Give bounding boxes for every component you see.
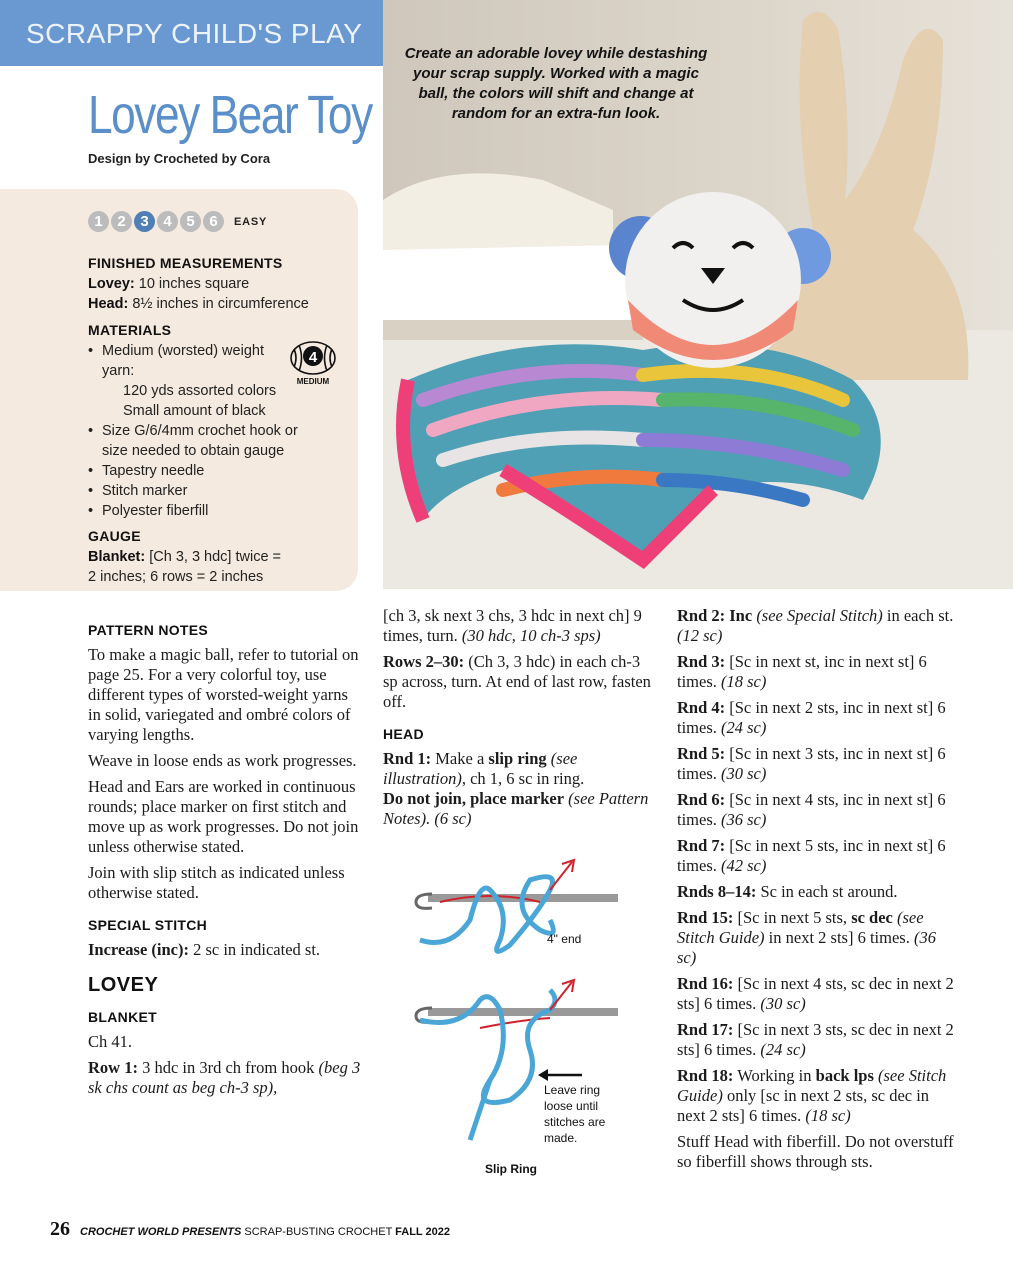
column-2 <box>383 606 655 835</box>
rnd7-text: [Sc in next 5 sts, inc in next st] 6 times. <box>677 836 946 875</box>
row1-body: 3 hdc in 3rd ch from hook <box>137 1058 319 1077</box>
material-hook-text <box>102 421 332 461</box>
rnd1-label: Rnd 1: <box>383 749 432 768</box>
rnd1-text <box>383 749 655 789</box>
bullet: • <box>88 463 94 479</box>
rnd2-label: Rnd 2: Inc <box>677 606 753 625</box>
section-banner <box>0 0 384 66</box>
material-needle-text: Tapestry needle <box>102 463 205 479</box>
rnd16-label: Rnd 16: <box>677 974 734 993</box>
skill-level-6: 6 <box>203 211 224 232</box>
material-yarn-line2: yarn: <box>102 363 135 379</box>
rnd18-label: Rnd 18: <box>677 1066 734 1085</box>
rnd16-count: (30 sc) <box>760 994 806 1013</box>
back-lps-term: back lps <box>815 1066 874 1085</box>
skill-level-2: 2 <box>111 211 132 232</box>
page-number: 26 <box>50 1218 70 1240</box>
blanket-heading: BLANKET <box>88 1009 157 1025</box>
do-not-join-text <box>383 789 655 829</box>
row1-count: (30 hdc, 10 ch-3 sps) <box>461 626 601 645</box>
pattern-note: To make a magic ball, refer to tutorial on page 25. For a very colorful toy, use different types of worsted-weight yarns in solid, variegated and ombré colors of varying lengths. <box>88 645 359 744</box>
leave-label-1: Leave ring <box>544 1083 601 1097</box>
rnds-8-14 <box>677 882 957 902</box>
lovey-value: 10 inches square <box>134 276 250 292</box>
rnd18-count: (18 sc) <box>805 1106 851 1125</box>
lovey-size <box>88 274 249 294</box>
rnd-5 <box>677 744 957 784</box>
byline <box>88 151 270 166</box>
rnd6-label: Rnd 6: <box>677 790 726 809</box>
rnd4-text: [Sc in next 2 sts, inc in next st] 6 times. <box>677 698 946 737</box>
rnd15-text: [Sc in next 5 sts, <box>733 908 852 927</box>
rnd3-text: [Sc in next st, inc in next st] 6 times. <box>677 652 927 691</box>
rnd-17 <box>677 1020 957 1060</box>
pattern-note: Weave in loose ends as work progresses. <box>88 751 357 770</box>
section-label: SCRAPPY CHILD'S PLAY <box>26 18 363 49</box>
head-value: 8½ inches in circumference <box>128 296 309 312</box>
rnd15-see: (see Stitch Guide) <box>677 908 924 947</box>
stuff-head-text: Stuff Head with fiberfill. Do not overstuff so fiberfill shows through sts. <box>677 1132 954 1171</box>
measurements-heading: FINISHED MEASUREMENTS <box>88 255 283 271</box>
rnd5-count: (30 sc) <box>721 764 767 783</box>
footer-brand: CROCHET WORLD PRESENTS <box>80 1226 242 1238</box>
materials-heading: MATERIALS <box>88 322 172 338</box>
slip-ring-diagram <box>410 850 640 1185</box>
row1-continued-text: [ch 3, sk next 3 chs, 3 hdc in next ch] 9 times, turn. <box>383 606 642 645</box>
row1-italic: (beg 3 sk chs count as beg ch-3 sp), <box>88 1058 361 1097</box>
rnd15-text2: in next 2 sts] 6 times. <box>764 928 914 947</box>
pattern-note: Head and Ears are worked in continuous rounds; place marker on first stitch and move up as work progresses. Do not join unless otherwise stated. <box>88 777 359 856</box>
row1-continued <box>383 606 655 646</box>
skill-level-4: 4 <box>157 211 178 232</box>
rnd-2 <box>677 606 957 646</box>
material-marker-text: Stitch marker <box>102 483 188 499</box>
leave-label-2: loose until <box>544 1099 599 1113</box>
material-yarn-line1: Medium (worsted) weight <box>102 343 264 359</box>
rnd-16 <box>677 974 957 1014</box>
rnd-6 <box>677 790 957 830</box>
rnd2-text: in each st. <box>882 606 954 625</box>
sc-dec-term: sc dec <box>851 908 893 927</box>
gauge-rows: 2 inches; 6 rows = 2 inches <box>88 569 264 585</box>
lovey-heading: LOVEY <box>88 974 159 996</box>
rnd-7 <box>677 836 957 876</box>
leave-label-4: made. <box>544 1131 578 1145</box>
skill-level-5: 5 <box>180 211 201 232</box>
designer-name: Crocheted by Cora <box>153 151 271 166</box>
rnd3-count: (18 sc) <box>721 672 767 691</box>
medium-yarn-icon <box>288 339 342 392</box>
column-1 <box>88 606 364 1104</box>
rnd17-label: Rnd 17: <box>677 1020 734 1039</box>
head-size <box>88 294 309 314</box>
ch41-text: Ch 41. <box>88 1032 133 1051</box>
rows-label: Rows 2–30: <box>383 652 465 671</box>
footer-publication: SCRAP-BUSTING CROCHET <box>241 1226 396 1238</box>
rnd18-text: Working in <box>733 1066 816 1085</box>
material-hook-line2: size needed to obtain gauge <box>102 443 285 459</box>
skill-level <box>88 211 267 232</box>
rnd1-see: (see illustration) <box>383 749 578 788</box>
material-yarn-sub1: 120 yds assorted colors <box>123 383 277 399</box>
rows2-30-text <box>383 652 655 712</box>
rnd2-count: (12 sc) <box>677 626 723 645</box>
rnd7-label: Rnd 7: <box>677 836 726 855</box>
rnd-4 <box>677 698 957 738</box>
rnd3-label: Rnd 3: <box>677 652 726 671</box>
column-3 <box>677 606 957 1178</box>
end-label: 4" end <box>547 932 582 946</box>
photo-caption: Create an adorable lovey while destashing your scrap supply. Worked with a magic ball, the colors will shift and change at random for an extra-fun look. <box>404 45 708 122</box>
skill-level-3: 3 <box>134 211 155 232</box>
bullet: • <box>88 483 94 499</box>
rnd-15 <box>677 908 957 968</box>
leave-label-3: stitches are <box>544 1115 606 1129</box>
rnd17-count: (24 sc) <box>760 1040 806 1059</box>
bullet: • <box>88 503 94 519</box>
yarn-weight-number: 4 <box>308 349 318 366</box>
bullet: • <box>88 343 94 359</box>
rnd4-label: Rnd 4: <box>677 698 726 717</box>
footer-issue: FALL 2022 <box>395 1226 450 1238</box>
skill-level-1: 1 <box>88 211 109 232</box>
rnd5-text: [Sc in next 3 sts, inc in next st] 6 times. <box>677 744 946 783</box>
yarn-weight-label: MEDIUM <box>296 377 330 386</box>
inc-text: 2 sc in indicated st. <box>188 940 321 959</box>
rnd8-text: Sc in each st around. <box>756 882 898 901</box>
pattern-note: Join with slip stitch as indicated unless otherwise stated. <box>88 863 345 902</box>
rnd1-b: , ch 1, 6 sc in ring. <box>461 769 585 788</box>
rnd2-see: (see Special Stitch) <box>752 606 883 625</box>
skill-label: EASY <box>234 215 268 228</box>
rnd5-label: Rnd 5: <box>677 744 726 763</box>
rnd15-label: Rnd 15: <box>677 908 734 927</box>
special-stitch-text <box>88 940 364 960</box>
rnd18-see: (see Stitch Guide) <box>677 1066 947 1105</box>
inc-label: Increase (inc): <box>88 940 189 959</box>
page-title: Lovey Bear Toy <box>88 85 372 145</box>
byline-prefix: Design by <box>88 151 154 166</box>
gauge-blanket-label: Blanket: <box>88 549 146 565</box>
gauge-heading: GAUGE <box>88 528 141 544</box>
rnd-18 <box>677 1066 957 1126</box>
row1-label: Row 1: <box>88 1058 138 1077</box>
head-label: Head: <box>88 296 129 312</box>
special-stitch-heading: SPECIAL STITCH <box>88 917 208 933</box>
pattern-notes-heading: PATTERN NOTES <box>88 622 209 638</box>
do-not-join: Do not join, place marker <box>383 789 565 808</box>
rnd8-label: Rnds 8–14: <box>677 882 757 901</box>
rnd16-text: [Sc in next 4 sts, sc dec in next 2 sts] 6 times. <box>677 974 954 1013</box>
page-footer <box>50 1218 450 1241</box>
material-yarn-sub2: Small amount of black <box>123 403 266 419</box>
rnd15-count: (36 sc) <box>677 928 936 967</box>
do-not-join-note: (see Pattern Notes). (6 sc) <box>383 789 649 828</box>
material-fiberfill-text: Polyester fiberfill <box>102 503 209 519</box>
rnd4-count: (24 sc) <box>721 718 767 737</box>
rnd7-count: (42 sc) <box>721 856 767 875</box>
lovey-label: Lovey: <box>88 276 135 292</box>
rnd17-text: [Sc in next 3 sts, sc dec in next 2 sts] 6 times. <box>677 1020 954 1059</box>
head-heading: HEAD <box>383 726 424 742</box>
gauge-blanket <box>88 547 281 567</box>
bullet: • <box>88 423 94 439</box>
rnd6-count: (36 sc) <box>721 810 767 829</box>
gauge-blanket-value: [Ch 3, 3 hdc] twice = <box>145 549 282 565</box>
rnd-3 <box>677 652 957 692</box>
rows-text: (Ch 3, 3 hdc) in each ch-3 sp across, turn. At end of last row, fasten off. <box>383 652 651 711</box>
row1-text <box>88 1058 364 1098</box>
rnd1-a: Make a <box>431 749 489 768</box>
slip-ring-term: slip ring <box>488 749 547 768</box>
material-hook-line1: Size G/6/4mm crochet hook or <box>102 423 298 439</box>
diagram-caption: Slip Ring <box>485 1162 537 1176</box>
rnd18-text2: only [sc in next 2 sts, sc dec in next 2 sts] 6 times. <box>677 1086 930 1125</box>
rnd6-text: [Sc in next 4 sts, inc in next st] 6 times. <box>677 790 946 829</box>
